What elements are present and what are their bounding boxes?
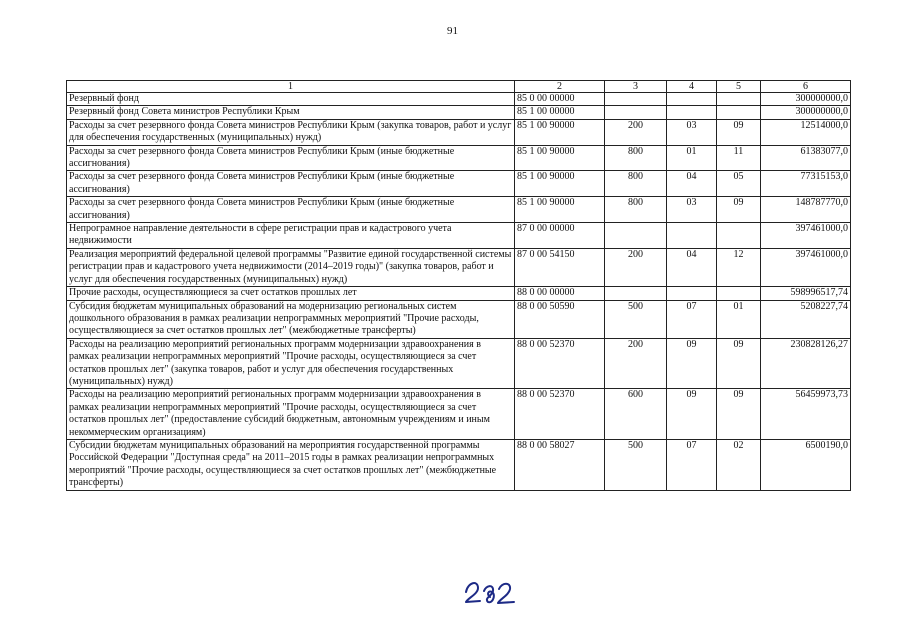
row-description: Реализация мероприятий федеральной целевой программы "Развитие единой государственной системы регистрации прав и кадастрового учета недвижимости (2014–2019 годы)" (закупка товаров, работ и услуг для обеспечения государственных (муниципальных) нужд)	[67, 248, 515, 286]
row-description: Расходы на реализацию мероприятий региональных программ модернизации здравоохранения в рамках реализации непрограммных мероприятий "Прочие расходы, осуществляющиеся за счет остатков прошлых лет" (предоставление субсидий бюджетным, автономным учреждениям и иным некоммерческим организациям)	[67, 389, 515, 440]
row-section: 03	[667, 119, 717, 145]
row-description: Расходы за счет резервного фонда Совета министров Республики Крым (иные бюджетные ассигнования)	[67, 197, 515, 223]
row-section: 09	[667, 338, 717, 389]
row-code: 85 1 00 90000	[515, 197, 605, 223]
row-subsection	[717, 223, 761, 249]
row-amount: 397461000,0	[761, 248, 851, 286]
row-section	[667, 223, 717, 249]
row-code: 88 0 00 00000	[515, 287, 605, 300]
row-amount: 397461000,0	[761, 223, 851, 249]
row-code: 88 0 00 52370	[515, 389, 605, 440]
row-subsection: 09	[717, 197, 761, 223]
table-row	[67, 145, 851, 171]
row-expense-group	[605, 287, 667, 300]
table-row	[67, 389, 851, 440]
table-row	[67, 119, 851, 145]
row-expense-group: 800	[605, 171, 667, 197]
row-section: 07	[667, 439, 717, 490]
row-section: 09	[667, 389, 717, 440]
row-subsection: 05	[717, 171, 761, 197]
row-amount: 77315153,0	[761, 171, 851, 197]
row-subsection	[717, 287, 761, 300]
header-col-4: 4	[667, 81, 717, 93]
header-col-6: 6	[761, 81, 851, 93]
row-code: 85 1 00 00000	[515, 106, 605, 119]
row-amount: 56459973,73	[761, 389, 851, 440]
row-description: Прочие расходы, осуществляющиеся за счет остатков прошлых лет	[67, 287, 515, 300]
row-code: 85 1 00 90000	[515, 119, 605, 145]
table-row	[67, 171, 851, 197]
handwritten-signature	[462, 570, 522, 606]
row-amount: 12514000,0	[761, 119, 851, 145]
header-col-3: 3	[605, 81, 667, 93]
row-expense-group: 200	[605, 338, 667, 389]
row-description: Резервный фонд	[67, 93, 515, 106]
row-expense-group: 200	[605, 119, 667, 145]
row-description: Расходы за счет резервного фонда Совета министров Республики Крым (иные бюджетные ассигнования)	[67, 171, 515, 197]
row-subsection: 11	[717, 145, 761, 171]
row-amount: 61383077,0	[761, 145, 851, 171]
table-row	[67, 197, 851, 223]
header-col-1: 1	[67, 81, 515, 93]
row-expense-group	[605, 223, 667, 249]
row-code: 85 1 00 90000	[515, 145, 605, 171]
row-amount: 300000000,0	[761, 93, 851, 106]
row-code: 88 0 00 58027	[515, 439, 605, 490]
row-section	[667, 93, 717, 106]
row-amount: 598996517,74	[761, 287, 851, 300]
row-expense-group: 500	[605, 300, 667, 338]
row-description: Расходы за счет резервного фонда Совета министров Республики Крым (иные бюджетные ассигнования)	[67, 145, 515, 171]
table-row	[67, 338, 851, 389]
row-expense-group: 800	[605, 197, 667, 223]
row-section	[667, 287, 717, 300]
row-section: 03	[667, 197, 717, 223]
table-row	[67, 439, 851, 490]
header-col-2: 2	[515, 81, 605, 93]
row-description: Непрограмное направление деятельности в сфере регистрации прав и кадастрового учета недвижимости	[67, 223, 515, 249]
table-row	[67, 248, 851, 286]
table-row	[67, 93, 851, 106]
row-expense-group: 800	[605, 145, 667, 171]
row-code: 87 0 00 00000	[515, 223, 605, 249]
row-expense-group: 600	[605, 389, 667, 440]
budget-table	[66, 80, 851, 491]
row-code: 85 1 00 90000	[515, 171, 605, 197]
row-amount: 6500190,0	[761, 439, 851, 490]
row-section	[667, 106, 717, 119]
table-row	[67, 300, 851, 338]
row-subsection: 02	[717, 439, 761, 490]
row-subsection	[717, 93, 761, 106]
row-subsection: 01	[717, 300, 761, 338]
row-code: 87 0 00 54150	[515, 248, 605, 286]
row-expense-group	[605, 93, 667, 106]
row-description: Расходы на реализацию мероприятий региональных программ модернизации здравоохранения в рамках реализации непрограммных мероприятий "Прочие расходы, осуществляющиеся за счет остатков прошлых лет" (закупка товаров, работ и услуг для обеспечения государственных (муниципальных) нужд)	[67, 338, 515, 389]
header-row	[67, 81, 851, 93]
page-number: 91	[447, 25, 458, 37]
table-row	[67, 223, 851, 249]
row-amount: 148787770,0	[761, 197, 851, 223]
row-subsection: 09	[717, 389, 761, 440]
row-amount: 230828126,27	[761, 338, 851, 389]
row-code: 85 0 00 00000	[515, 93, 605, 106]
row-expense-group: 200	[605, 248, 667, 286]
row-section: 04	[667, 248, 717, 286]
row-section: 07	[667, 300, 717, 338]
row-section: 01	[667, 145, 717, 171]
row-code: 88 0 00 50590	[515, 300, 605, 338]
row-description: Резервный фонд Совета министров Республики Крым	[67, 106, 515, 119]
row-description: Субсидии бюджетам муниципальных образований на мероприятия государственной программы Российской Федерации "Доступная среда" на 2011–2015 годы в рамках реализации непрограммных мероприятий "Прочие расходы, осуществляющиеся за счет остатков прошлых лет" (межбюджетные трансферты)	[67, 439, 515, 490]
table-row	[67, 106, 851, 119]
row-amount: 300000000,0	[761, 106, 851, 119]
row-section: 04	[667, 171, 717, 197]
row-description: Субсидия бюджетам муниципальных образований на модернизацию региональных систем дошкольного образования в рамках реализации непрограммных мероприятий "Прочие расходы, осуществляющиеся за счет остатков прошлых лет" (межбюджетные трансферты)	[67, 300, 515, 338]
row-subsection	[717, 106, 761, 119]
row-amount: 5208227,74	[761, 300, 851, 338]
row-expense-group	[605, 106, 667, 119]
row-description: Расходы за счет резервного фонда Совета министров Республики Крым (закупка товаров, работ и услуг для обеспечения государственных (муниципальных) нужд)	[67, 119, 515, 145]
table-row	[67, 287, 851, 300]
row-subsection: 12	[717, 248, 761, 286]
row-expense-group: 500	[605, 439, 667, 490]
row-subsection: 09	[717, 338, 761, 389]
row-subsection: 09	[717, 119, 761, 145]
table-body	[67, 93, 851, 491]
header-col-5: 5	[717, 81, 761, 93]
row-code: 88 0 00 52370	[515, 338, 605, 389]
